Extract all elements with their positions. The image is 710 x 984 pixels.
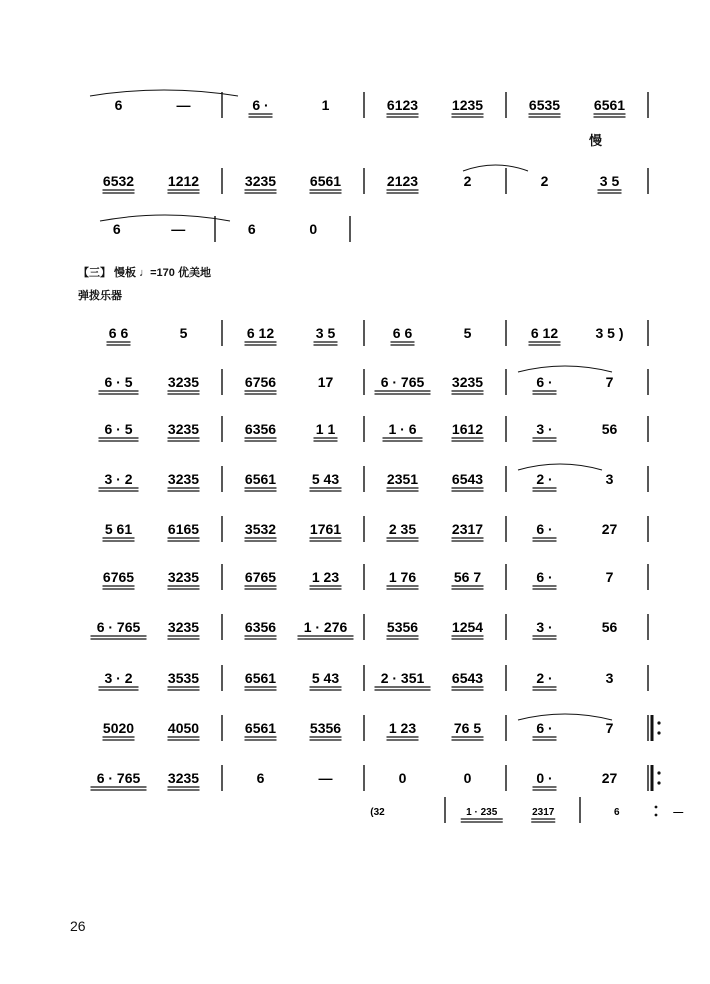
note-group: 1212: [167, 173, 200, 189]
slur: [518, 714, 612, 720]
note-group: 6: [256, 770, 265, 786]
note-group: 3: [605, 670, 614, 686]
note-group: 6 6: [392, 325, 413, 341]
note-group: 6756: [244, 374, 277, 390]
note-group: 5356: [386, 619, 419, 635]
note-group: 6 ·: [536, 720, 553, 736]
note-group: 1 23: [388, 720, 417, 736]
note-group: 6: [247, 221, 256, 237]
note-group: (32: [370, 807, 385, 818]
note-group: 5: [179, 325, 188, 341]
note-group: 76 5: [453, 720, 482, 736]
note-group: 17: [317, 374, 334, 390]
note-group: 5: [463, 325, 472, 341]
note-group: 6 ·: [536, 569, 553, 585]
note-group: 1 · 6: [388, 421, 417, 437]
note-group: 2 · 351: [380, 670, 425, 686]
note-group: 3235: [167, 421, 200, 437]
note-group: 2317: [532, 807, 555, 818]
note-group: 1 23: [311, 569, 340, 585]
note-group: 7: [605, 569, 614, 585]
note-group: 0 ·: [536, 770, 553, 786]
note-group: 6 12: [530, 325, 559, 341]
note-group: 6 ·: [536, 374, 553, 390]
note-group: 27: [601, 770, 618, 786]
note-group: 5 43: [311, 670, 340, 686]
note-group: 2: [540, 173, 549, 189]
note-group: 3 · 2: [104, 670, 133, 686]
note-group: 0: [309, 221, 318, 237]
note-group: 1 · 276: [303, 619, 348, 635]
note-group: 3532: [244, 521, 277, 537]
note-group: 3235: [167, 770, 200, 786]
note-group: 3235: [167, 374, 200, 390]
note-group: 6165: [167, 521, 200, 537]
slur: [518, 464, 602, 470]
note-group: 6 ·: [252, 97, 269, 113]
note-group: 0: [398, 770, 407, 786]
note-group: 6532: [102, 173, 135, 189]
slur: [518, 366, 612, 372]
page-number: 26: [70, 918, 86, 934]
repeat-dot: [657, 721, 660, 724]
note-group: 6543: [451, 471, 484, 487]
note-group: 6 · 765: [380, 374, 425, 390]
note-group: —: [171, 221, 186, 237]
note-group: 6765: [244, 569, 277, 585]
note-group: 1612: [451, 421, 484, 437]
note-group: 2351: [386, 471, 419, 487]
note-group: 4050: [167, 720, 200, 736]
note-group: 6 · 5: [104, 421, 133, 437]
note-group: 3: [605, 471, 614, 487]
note-group: 6: [114, 97, 123, 113]
note-group: 6 ·: [536, 521, 553, 537]
note-group: 6561: [244, 720, 277, 736]
note-group: 2 35: [388, 521, 417, 537]
note-group: 1 76: [388, 569, 417, 585]
note-group: 5356: [309, 720, 342, 736]
repeat-dot: [655, 814, 658, 817]
note-group: 0: [463, 770, 472, 786]
note-group: 3535: [167, 670, 200, 686]
note-group: 3235: [167, 619, 200, 635]
note-group: 6123: [386, 97, 419, 113]
note-group: 3235: [167, 569, 200, 585]
note-group: 3 ·: [536, 619, 553, 635]
note-group: 6561: [244, 471, 277, 487]
note-group: 7: [605, 720, 614, 736]
note-group: 6 · 5: [104, 374, 133, 390]
note-group: 2 ·: [536, 670, 553, 686]
note-group: 6561: [593, 97, 626, 113]
section-header: 【三】 慢板 ♩=170 优美地: [78, 267, 211, 279]
note-group: 3 ·: [536, 421, 553, 437]
repeat-dot: [657, 731, 660, 734]
note-group: 6: [613, 807, 620, 818]
note-group: 3 5: [315, 325, 336, 341]
tempo-marking: 慢: [589, 133, 603, 148]
note-group: 5020: [102, 720, 135, 736]
note-group: 6: [112, 221, 121, 237]
note-group: 6765: [102, 569, 135, 585]
slur: [90, 90, 238, 96]
note-group: 5 43: [311, 471, 340, 487]
note-group: 6561: [309, 173, 342, 189]
note-group: 27: [601, 521, 618, 537]
note-group: 6356: [244, 421, 277, 437]
repeat-dot: [657, 771, 660, 774]
note-group: 56 7: [453, 569, 482, 585]
note-group: 2317: [451, 521, 484, 537]
note-group: 1 · 235: [466, 807, 498, 818]
slur: [463, 165, 528, 171]
note-group: 2 ·: [536, 471, 553, 487]
note-group: 56: [601, 619, 618, 635]
note-group: —: [176, 97, 191, 113]
note-group: 3 5: [599, 173, 620, 189]
note-group: 2: [463, 173, 472, 189]
note-group: 3235: [451, 374, 484, 390]
note-group: 1235: [451, 97, 484, 113]
note-group: 6561: [244, 670, 277, 686]
note-group: 1 1: [315, 421, 336, 437]
instrument-label: 弹拨乐器: [78, 290, 122, 302]
note-group: 5 61: [104, 521, 133, 537]
note-group: 6356: [244, 619, 277, 635]
note-group: 6 6: [108, 325, 129, 341]
note-group: 7: [605, 374, 614, 390]
note-group: 6 12: [246, 325, 275, 341]
note-group: —: [318, 770, 333, 786]
note-group: 3 · 2: [104, 471, 133, 487]
note-group: 3235: [167, 471, 200, 487]
note-group: 1: [321, 97, 330, 113]
note-group: 3 5 ): [595, 325, 624, 341]
repeat-dot: [655, 806, 658, 809]
note-group: 6543: [451, 670, 484, 686]
note-group: 1254: [451, 619, 484, 635]
note-group: 2123: [386, 173, 419, 189]
note-group: 56: [601, 421, 618, 437]
note-group: 6535: [528, 97, 561, 113]
note-group: 6 · 765: [96, 770, 141, 786]
note-group: —: [673, 807, 684, 818]
note-group: 3235: [244, 173, 277, 189]
repeat-dot: [657, 781, 660, 784]
note-group: 1761: [309, 521, 342, 537]
note-group: 6 · 765: [96, 619, 141, 635]
